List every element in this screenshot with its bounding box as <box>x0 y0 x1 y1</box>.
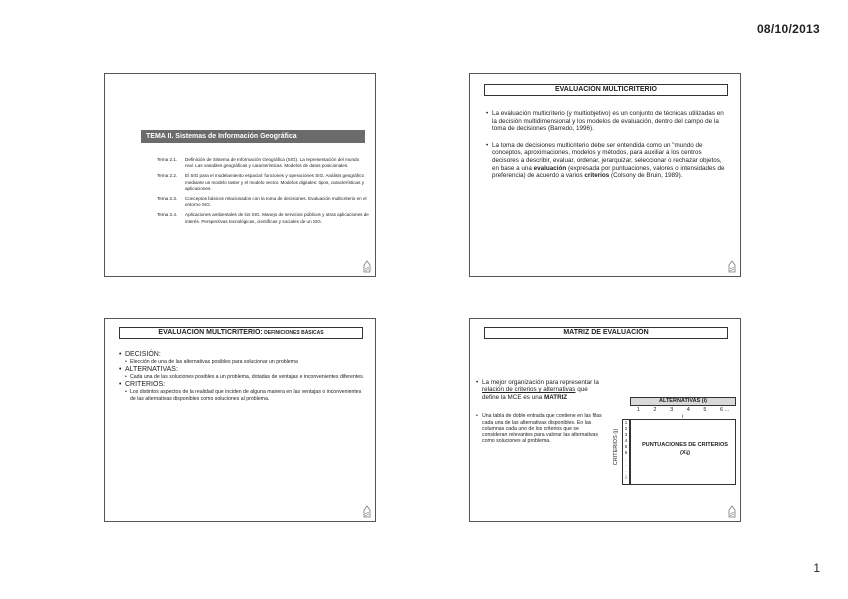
underlined-term: relación de criterios y alternativas <box>482 386 576 394</box>
bullet-text: Una tabla de doble entrada que contiene en las filas cada una de las alternativas disponibles. En las columnas cada uno de los criterios que se consideran relevantes para valorar las alternativas como soluciones al problema. <box>482 413 602 445</box>
definition-term <box>119 366 367 374</box>
definition-term <box>119 381 367 389</box>
bullet-icon: • <box>119 366 122 374</box>
slide-tema-ii <box>104 73 376 277</box>
slide-definiciones-basicas <box>104 318 376 522</box>
alternative-numbers <box>630 407 736 413</box>
detail-text: Cada una de las soluciones posibles a un problema, dotadas de ventajas e inconvenientes diferentes. <box>130 374 365 381</box>
topic-item <box>157 212 369 224</box>
bold-term: MATRIZ <box>543 393 568 401</box>
bullet-text: La evaluación multicriterio (y multiobjetivo) es un conjunto de técnicas utilizadas en la decisión multidimensional y los modelos de evaluación, dentro del campo de la toma de decisiones (Barredo, 1996). <box>492 110 724 133</box>
criteria-number: 5 <box>624 444 628 449</box>
university-logo-icon <box>727 259 737 273</box>
slide-title <box>119 327 363 339</box>
definition-detail <box>125 389 367 401</box>
topic-item <box>157 157 369 169</box>
scores-text <box>635 442 735 457</box>
alternative-index: i <box>682 414 684 420</box>
alternative-number: 5 <box>703 407 707 413</box>
university-logo-icon <box>362 259 372 273</box>
criteria-label <box>610 419 622 475</box>
title-sub: DEFINICIONES BÁSICAS <box>262 330 324 336</box>
topic-text: Aplicaciones ambientales de los SIG. Manejo de servicios públicos y otras aplicaciones de interés. Perspectivas tecnológicas, científicas y sociales de un SIG. <box>185 212 369 224</box>
bullet-item <box>476 379 604 401</box>
cell-sub: (X <box>680 450 686 456</box>
topic-number: Tema 2.3. <box>157 196 178 202</box>
bullet-item <box>486 110 730 133</box>
topic-list <box>157 157 369 229</box>
bullet-icon: • <box>476 413 478 420</box>
bullet-icon: • <box>119 381 122 389</box>
topic-item <box>157 173 369 192</box>
text-run: (expresada por puntuaciones, valores o intensidades de preferencia) de acuerdo a varios <box>492 164 725 180</box>
topic-item <box>157 196 369 208</box>
bullet-list <box>486 110 730 189</box>
page-number: 1 <box>813 561 820 575</box>
detail-text: Elección de una de las alternativas posibles para solucionar un problema <box>130 359 298 365</box>
evaluation-matrix <box>610 397 738 489</box>
header-date: 08/10/2013 <box>756 22 820 36</box>
slide-title: TEMA II. Sistemas de Información Geográfica <box>141 130 365 143</box>
bullet-list <box>476 379 604 445</box>
bullet-text <box>482 379 604 401</box>
criteria-number: 3 <box>624 432 628 437</box>
bullet-icon: • <box>125 359 127 365</box>
criteria-number: . <box>625 462 627 467</box>
topic-number: Tema 2.4. <box>157 212 178 218</box>
bullet-icon: • <box>125 389 127 396</box>
criteria-number: . <box>625 468 627 473</box>
text-run: La toma de decisiones multicriterio debe ser entendida como un "mundo de conceptos, aproximaciones, modelos y métodos, para auxiliar a los centros decisores a describir, evaluar, ordenar, jerarquizar, seleccionar o rechazar objetos, en base a una <box>492 141 722 172</box>
bullet-icon: • <box>125 374 127 381</box>
bullet-item <box>476 413 604 444</box>
criteria-numbers <box>622 419 630 485</box>
criteria-label-text: CRITERIOS (j) <box>613 428 619 466</box>
scores-cell <box>630 419 736 485</box>
slide-matriz-evaluacion <box>469 318 741 522</box>
slide-title: MATRIZ DE EVALUACIÓN <box>484 327 728 339</box>
topic-text: Conceptos básicos relacionados con la toma de decisiones. Evaluación multicriterio en el entorno SIG. <box>185 196 367 208</box>
alternative-number: 2 <box>653 407 657 413</box>
definition-list <box>119 351 367 403</box>
topic-number: Tema 2.1. <box>157 157 178 162</box>
text-run: (Colsony de Bruin, 1989). <box>609 172 683 180</box>
definition-detail <box>125 374 367 380</box>
topic-text: Definición de Sistema de Información Geográfica (SIG). La representación del mundo real. Las variables geográficas y características. Modelos de datos posicionales. <box>185 157 360 169</box>
criteria-number: 6 <box>624 450 628 455</box>
definition-detail <box>125 359 367 365</box>
bullet-icon: • <box>119 351 122 358</box>
alternative-number: 4 <box>686 407 690 413</box>
topic-number: Tema 2.2. <box>157 173 178 179</box>
alternative-number: 6 ... <box>719 407 730 413</box>
bullet-icon: • <box>476 379 479 386</box>
topic-text: El SIG para el modelamiento espacial: funciones y operaciones SIG. Análisis geográfico mediante un modelo raster y el modelo vector. Modelos digitales: tipos, características y aplicaciones. <box>185 173 364 191</box>
alternatives-header: ALTERNATIVAS (i) <box>630 397 736 406</box>
term-label: ALTERNATIVAS: <box>125 366 178 374</box>
bold-term: evaluación <box>533 164 567 172</box>
criteria-number: 1 <box>624 420 628 425</box>
text-run: que define la MCE es una <box>482 386 588 401</box>
definition-term <box>119 351 367 359</box>
bullet-text <box>492 142 730 180</box>
slide-evaluacion-multicriterio <box>469 73 741 277</box>
text-run: La mejor organización para representar la <box>482 379 599 386</box>
cell-subscript: ij <box>685 450 689 455</box>
bullet-item <box>486 142 730 180</box>
university-logo-icon <box>362 504 372 518</box>
criteria-number: 4 <box>624 438 628 443</box>
cell-label: PUNTUACIONES DE CRITERIOS <box>641 442 729 448</box>
term-label: CRITERIOS: <box>125 381 166 389</box>
bullet-icon: • <box>486 141 489 149</box>
university-logo-icon <box>727 504 737 518</box>
bullet-icon: • <box>486 110 489 117</box>
criteria-number: 2 <box>624 426 628 431</box>
slide-title: EVALUACIÓN MULTICRITERIO <box>484 84 728 96</box>
alternative-number: 1 <box>636 407 640 413</box>
bold-term: criterios <box>584 172 610 180</box>
criteria-number: . <box>625 456 627 461</box>
criteria-number: j <box>625 474 627 479</box>
cell-sub-close: ) <box>688 450 690 456</box>
alternative-number: 3 <box>670 407 674 413</box>
title-main: EVALUACIÓN MULTICRITERIO: <box>158 329 263 336</box>
term-label: DECISIÓN: <box>125 351 161 358</box>
detail-text: Los distintos aspectos de la realidad que inciden de alguna manera en las ventajas o inconvenientes de las alternativas disponibles como soluciones al problema. <box>130 389 362 402</box>
